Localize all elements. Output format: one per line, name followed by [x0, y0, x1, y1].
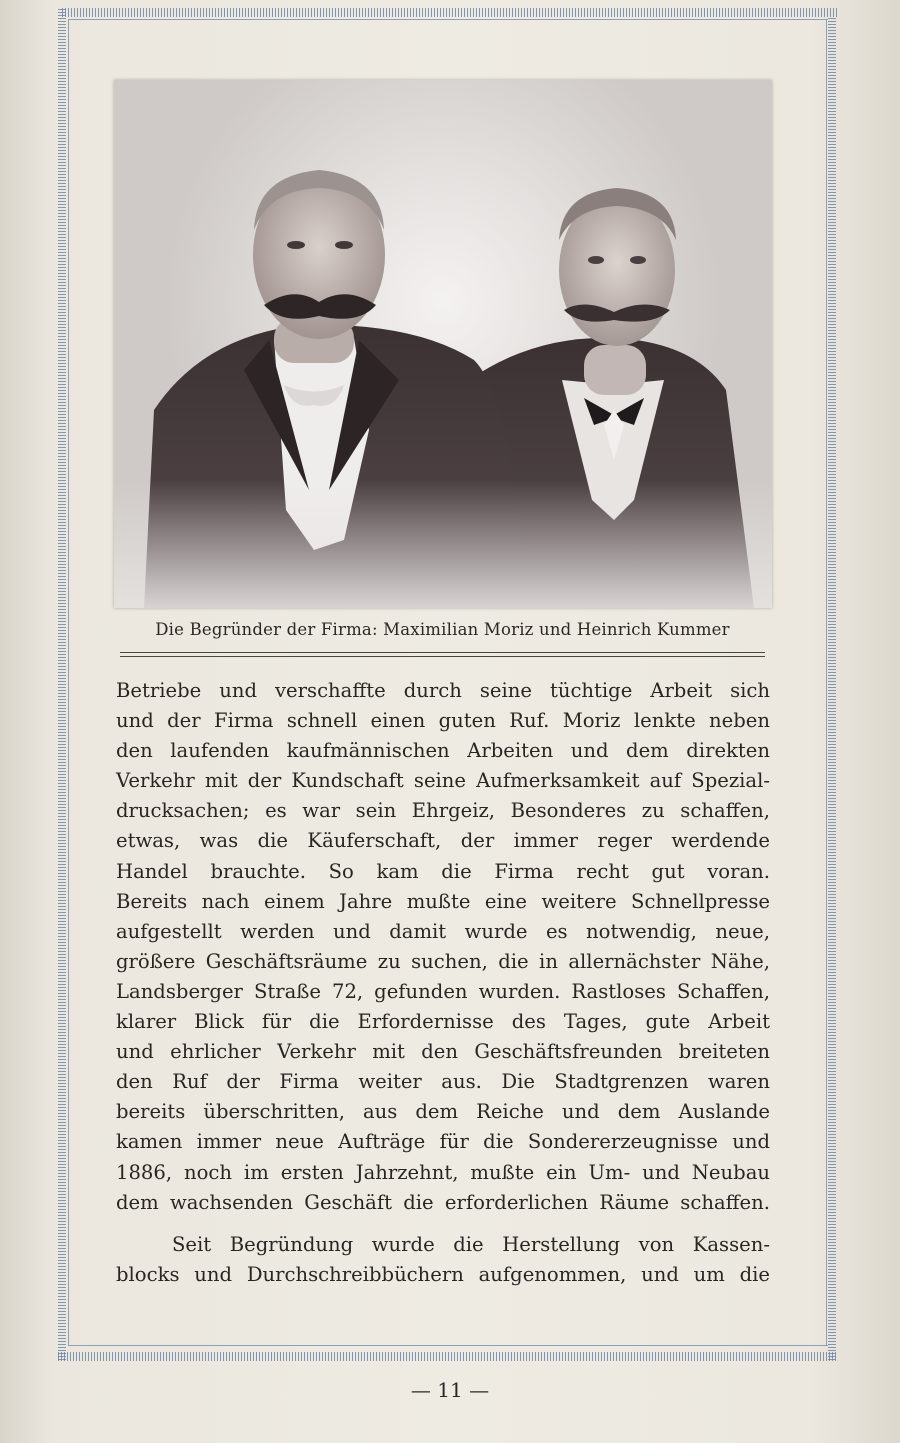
text-line: den Ruf der Firma weiter aus. Die Stadtgrenzen waren	[116, 1070, 770, 1094]
text-line: drucksachen; es war sein Ehrgeiz, Besonderes zu schaffen,	[116, 799, 770, 823]
border-left	[58, 8, 66, 1360]
photo-caption: Die Begründer der Firma: Maximilian Moriz und Heinrich Kummer	[155, 620, 730, 639]
body-text	[116, 676, 770, 1290]
text-line: und der Firma schnell einen guten Ruf. Moriz lenkte neben	[116, 709, 770, 733]
text-line: und ehrlicher Verkehr mit den Geschäftsfreunden breiteten	[116, 1040, 770, 1064]
text-line: aufgestellt werden und damit wurde es notwendig, neue,	[116, 919, 770, 943]
text-line: 1886, noch im ersten Jahrzehnt, mußte ein Um- und Neubau	[116, 1160, 770, 1184]
text-line: Handel brauchte. So kam die Firma recht gut voran.	[116, 859, 770, 883]
text-line: dem wachsenden Geschäft die erforderlichen Räume schaffen.	[116, 1190, 770, 1214]
border-inner-bottom	[68, 1345, 828, 1346]
text-line: klarer Blick für die Erfordernisse des Tages, gute Arbeit	[116, 1010, 770, 1034]
caption-rule-top	[120, 652, 765, 653]
founders-photograph	[114, 80, 772, 608]
text-line: Betriebe und verschaffte durch seine tüchtige Arbeit sich	[116, 679, 770, 702]
text-line: Seit Begründung wurde die Herstellung von Kassen-	[172, 1232, 770, 1256]
text-line: Bereits nach einem Jahre mußte eine weitere Schnellpresse	[116, 889, 770, 913]
text-line: den laufenden kaufmännischen Arbeiten und dem direkten	[116, 739, 770, 763]
border-inner-left	[68, 19, 69, 1345]
text-line: kamen immer neue Aufträge für die Sondererzeugnisse und	[116, 1130, 770, 1154]
page-number: — 11 —	[410, 1378, 490, 1402]
border-right	[828, 18, 836, 1360]
text-line: größere Geschäftsräume zu suchen, die in allernächster Nähe,	[116, 949, 770, 973]
border-top	[62, 8, 837, 17]
text-line: etwas, was die Käuferschaft, der immer reger werdende	[116, 829, 770, 853]
text-line: bereits überschritten, aus dem Reiche und dem Auslande	[116, 1100, 770, 1124]
text-line: blocks und Durchschreibbüchern aufgenommen, und um die	[116, 1262, 770, 1286]
text-line: Landsberger Straße 72, gefunden wurden. Rastloses Schaffen,	[116, 979, 770, 1003]
caption-rule-bottom	[120, 656, 765, 657]
text-line: Verkehr mit der Kundschaft seine Aufmerksamkeit auf Spezial-	[116, 769, 770, 793]
border-bottom	[58, 1352, 836, 1361]
paragraph-1	[116, 676, 770, 1218]
border-inner-top	[68, 19, 828, 20]
border-inner-right	[826, 19, 827, 1345]
paragraph-2	[116, 1230, 770, 1290]
